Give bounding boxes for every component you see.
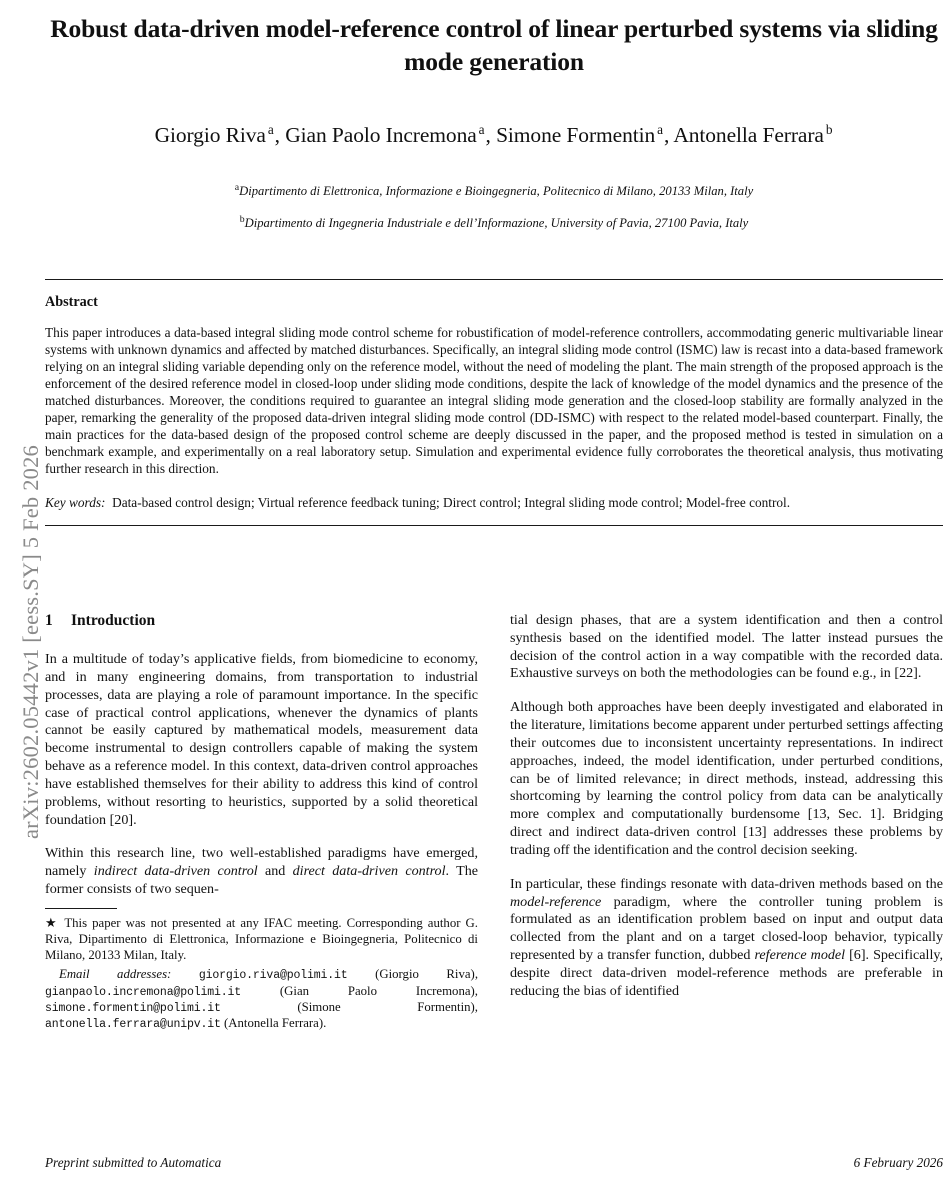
author-affil-mark: b xyxy=(825,122,833,138)
section-heading xyxy=(45,612,478,629)
paragraph-part: . The former consists of two sequen- xyxy=(45,863,478,897)
right-column xyxy=(510,612,943,1132)
paragraph-part: and xyxy=(257,863,293,880)
footnote-rule xyxy=(45,908,117,909)
paragraph-part: [6]. Specifically, despite direct data-driven model-reference methods are preferable in reducing the bias of identified xyxy=(510,947,944,999)
page-title: Robust data-driven model-reference control of linear perturbed systems via sliding mode generation xyxy=(50,14,938,77)
paragraph: tial design phases, that are a system identification and then a control synthesis based on the identified model. The latter instead pursues the decision of the control action in a way compatible with the recorded data. Exhaustive surveys on both the methodologies can be found e.g., in [22]. xyxy=(510,612,943,682)
paragraph: Although both approaches have been deeply investigated and elaborated in the literature, limitations become apparent under perturbed settings affecting their outcomes due to inconsistent uncertainty representations. In indirect approaches, indeed, the model identification, under perturbed conditions, can be of limited relevance; in direct methods, instead, addressing this shortcoming by learning the control policy from data can be analytically more complex and computationally burdensome [13, Sec. 1]. Bridging direct and indirect data-driven control [13] addresses these problems by trading off the identification and the control decision seeking. xyxy=(510,699,943,858)
keywords xyxy=(45,478,943,511)
email-address[interactable]: simone.formentin@polimi.it xyxy=(45,1001,221,1015)
affiliation-text: Dipartimento di Ingegneria Industriale e dell’Informazione, University of Pavia, 27100 Pavia, Italy xyxy=(244,215,749,230)
email-addresses-label: Email addresses: xyxy=(59,967,172,982)
author-affil-mark: a xyxy=(478,122,485,138)
footer-journal: Preprint submitted to Automatica xyxy=(45,1155,222,1170)
email-address[interactable]: gianpaolo.incremona@polimi.it xyxy=(45,985,242,999)
footnote-star-icon: ★ xyxy=(45,916,59,930)
paragraph-part: Within this research line, two well-established paradigms have emerged, namely xyxy=(45,845,478,880)
abstract-bottom-rule xyxy=(45,525,943,526)
section-number: 1 xyxy=(45,612,53,629)
author-name: Antonella Ferrara xyxy=(673,123,824,148)
footnote-emails xyxy=(45,963,478,1032)
email-address[interactable]: giorgio.riva@polimi.it xyxy=(198,969,348,983)
emphasis-model-reference: model-reference xyxy=(510,893,602,910)
author-list: Giorgio Riva $^a$, Gian Paolo Incremona $^a$, Simone Formentin $^a$, Antonella Ferrara $^b$ xyxy=(154,122,833,148)
affiliation-mark: a xyxy=(234,182,240,194)
footnote-text: This paper was not presented at any IFAC meeting. Corresponding author G. Riva, Dipartimento di Elettronica, Informazione e Bioingegneria, Politecnico di Milano, 20133 Milan, Italy. xyxy=(45,916,478,962)
affiliation-mark: b xyxy=(239,213,245,225)
body-columns xyxy=(45,612,943,1132)
author-name: Simone Formentin xyxy=(496,123,656,148)
affiliation-a xyxy=(45,149,943,199)
keywords-value: Data-based control design; Virtual reference feedback tuning; Direct control; Integral sliding mode control; Model-free control. xyxy=(112,494,791,510)
abstract-heading: Abstract xyxy=(45,293,98,310)
paper-page xyxy=(45,0,943,1200)
section-title: Introduction xyxy=(71,612,156,629)
author-affil-mark: a xyxy=(267,122,274,138)
email-address[interactable]: antonella.ferrara@unipv.it xyxy=(45,1018,221,1032)
footnote-note xyxy=(45,916,478,963)
footer-date: 6 February 2026 xyxy=(853,1155,943,1170)
author-affil-mark: a xyxy=(657,122,663,138)
affiliation-b xyxy=(45,200,943,231)
emphasis-indirect-ddc: indirect data-driven control xyxy=(93,863,258,880)
footnote-block xyxy=(45,908,478,1032)
email-person: (Giorgio Riva), xyxy=(375,967,479,982)
author-name: Gian Paolo Incremona xyxy=(285,123,477,148)
paragraph xyxy=(45,829,478,898)
paragraph xyxy=(510,860,943,1001)
paragraph-part: In particular, these findings resonate with data-driven methods based on the xyxy=(510,875,943,892)
email-person: (Gian Paolo Incremona), xyxy=(279,983,478,998)
emphasis-reference-model: reference model xyxy=(754,947,846,964)
email-person: (Simone Formentin), xyxy=(297,999,479,1014)
keywords-label: Key words: xyxy=(45,494,106,510)
email-person: (Antonella Ferrara). xyxy=(223,1016,327,1031)
affiliation-text: Dipartimento di Elettronica, Informazione e Bioingegneria, Politecnico di Milano, 20133 Milan, Italy xyxy=(239,184,754,199)
emphasis-direct-ddc: direct data-driven control xyxy=(292,863,446,880)
arxiv-stamp: arXiv:2602.05442v1 [eess.SY] 5 Feb 2026 xyxy=(18,445,43,840)
abstract-body: This paper introduces a data-based integral sliding mode control scheme for robustification of model-reference controllers, accommodating generic multivariable linear systems with unknown dynamics and affected by matched disturbances. Specifically, an integral sliding mode control (ISMC) law is recast into a data-based framework relying on an integral sliding variable depending only on the reference model, without the need of modeling the plant. The main strength of the proposed approach is the enforcement of the desired reference model in closed-loop under sliding mode conditions, despite the lack of knowledge of the model dynamics and the presence of the matched disturbances. Moreover, the conditions required to guarantee an integral sliding mode generation and the closed-loop stability are formally analyzed in the paper, remarking the generality of the proposed data-driven integral sliding mode control (DD-ISMC) with respect to the related model-based counterpart. Finally, the main practices for the data-based design of the proposed control scheme are deeply discussed in the paper, and the proposed method is tested in simulation on a benchmark example, and experimentally on a real laboratory setup. Simulation and experimental evidence fully corroborates the theoretical analysis, thus motivating further research in this direction. xyxy=(45,324,943,477)
page-footer xyxy=(45,1155,943,1171)
paragraph: In a multitude of today’s applicative fields, from biomedicine to economy, and in many engineering domains, from transportation to industrial processes, data are playing a role of paramount importance. In the specific case of practical control applications, whenever the dynamics of plants cannot be easily captured by mathematical models, measurement data become instrumental to design controllers capable of making the system behave as a reference model. In this context, data-driven control approaches have established themselves for their ability to address this kind of control problems, without resorting to heuristics, supported by a solid theoretical foundation [20]. xyxy=(45,651,478,828)
paragraph-part: paradigm, where the controller tuning problem is formulated as an identification problem based on input and output data collected from the plant and on a target closed-loop behavior, typically represented by a transfer function, dubbed xyxy=(510,893,943,964)
left-column xyxy=(45,612,478,1132)
author-name: Giorgio Riva xyxy=(154,123,266,148)
